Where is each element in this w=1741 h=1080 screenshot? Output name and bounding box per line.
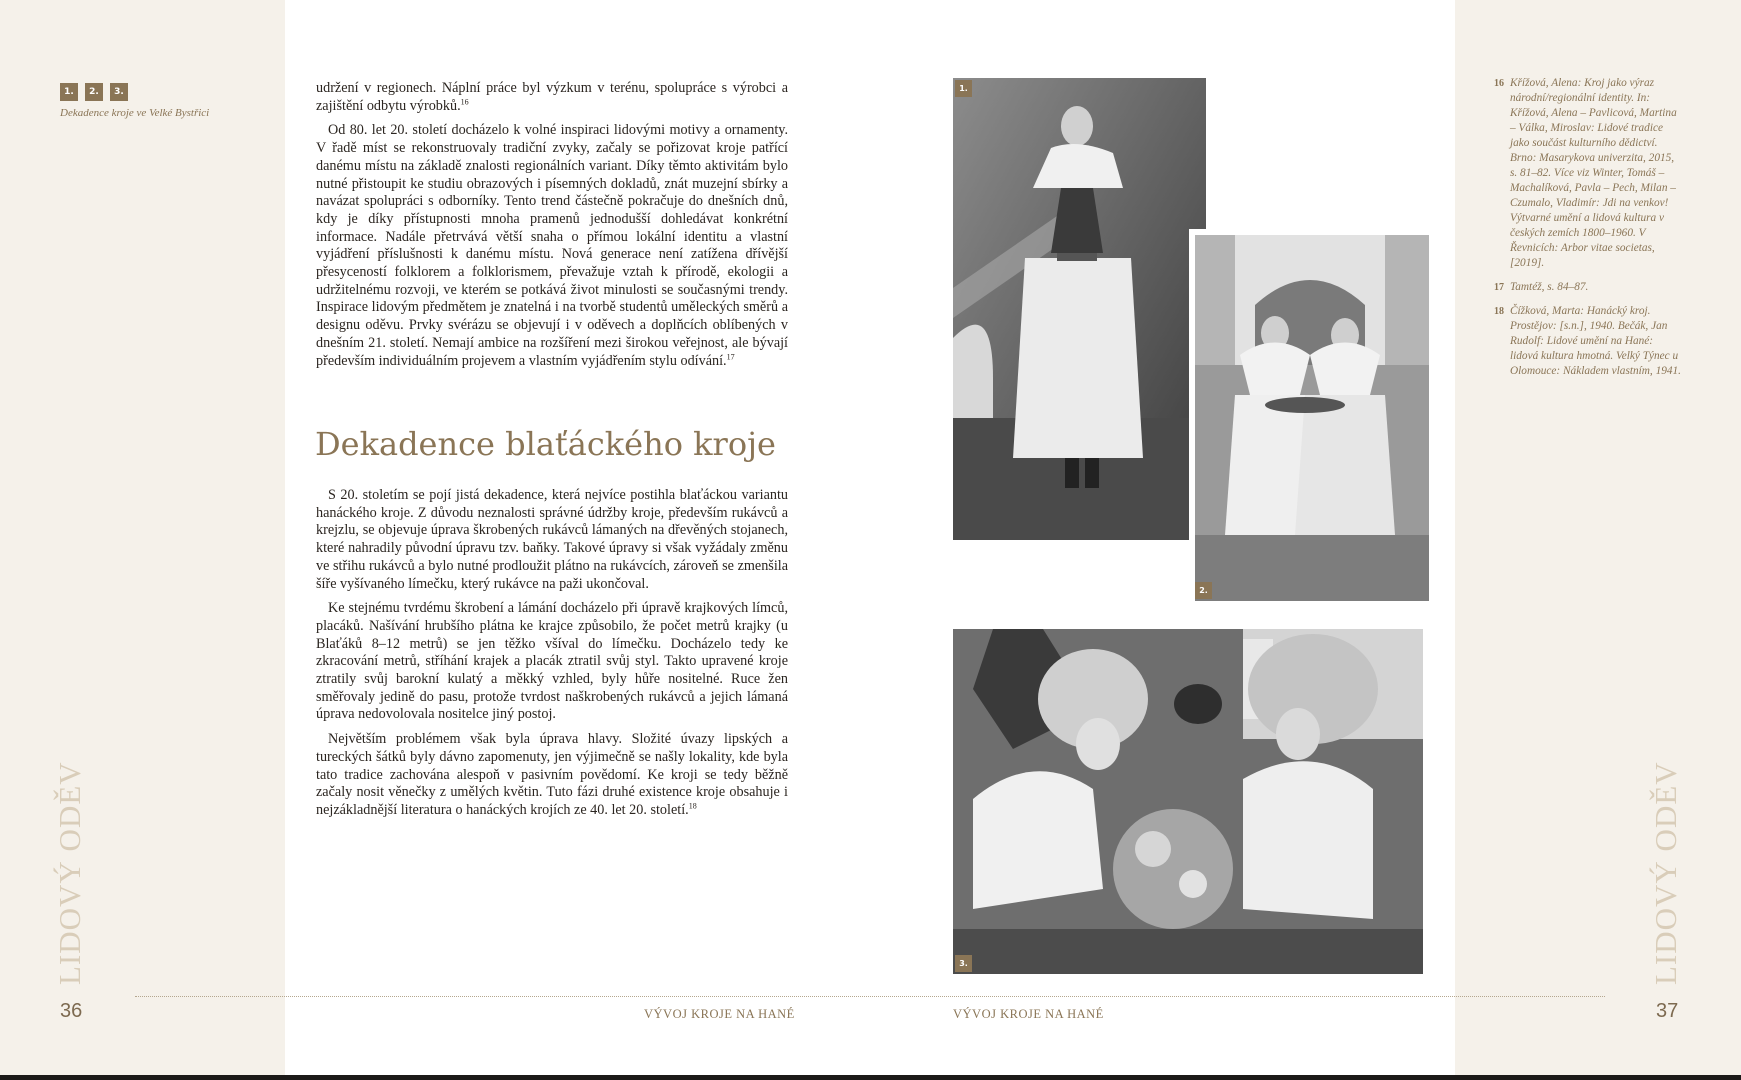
chapter-marker-2[interactable]: 2. (85, 83, 103, 101)
photo-two-women-at-church[interactable] (1189, 229, 1429, 601)
section-heading: Dekadence blaťáckého kroje (315, 425, 776, 463)
chapter-marker-1[interactable]: 1. (60, 83, 78, 101)
footer-label-right: VÝVOJ KROJE NA HANÉ (953, 1007, 1104, 1021)
footer-dotted-rule (135, 996, 1605, 997)
footnote-ref[interactable]: 18 (688, 801, 697, 811)
photo-3-image (953, 629, 1423, 974)
paragraph: Největším problémem však byla úprava hlavy. Složité úvazy lipských a tureckých šátků byly dávno zapomenuty, jen výjimečně se našly lokality, kde byla tato tradice zachována alespoň v pasivním povědomí. Ke kroji se tedy běžně začaly nosit věnečky z umělých květin. Tuto fázi druhé existence kroje obsahuje i nejzákladnější literatura o hanáckých krojích ze 40. let 20. století.$^{18}$ (316, 731, 788, 818)
footnote-number: 17 (1494, 282, 1504, 293)
footnote-text: Křížová, Alena: Kroj jako výraz národní/regionální identity. In: Křížová, Alena – Pavlicová, Martina – Válka, Miroslav: Lidové tradice jako součást kulturního dědictví. Brno: Masarykova univerzita, 2015, s. 81–82. Více viz Winter, Tomáš – Machalíková, Pavla – Pech, Milan – Czumalo, Vladimír: Jdi na venkov! Výtvarné umění a lidová kultura v českých zemích 1800–1960. V Řevnicích: Arbor vitae societas, [2019]. (1510, 77, 1677, 269)
vertical-running-title-right: LIDOVÝ ODĚV (1648, 761, 1683, 985)
photo-women-with-flower-headdresses[interactable] (953, 629, 1423, 974)
left-margin-column (0, 0, 285, 1075)
vertical-running-title-left: LIDOVÝ ODĚV (52, 761, 87, 985)
photo-2-image (1195, 235, 1429, 601)
footnote-number: 16 (1494, 78, 1504, 89)
photo-1-image (953, 78, 1206, 540)
photo-label-1: 1. (955, 80, 972, 97)
footnote (1493, 76, 1683, 271)
paragraph: udržení v regionech. Náplní práce byl výzkum v terénu, spolupráce s výrobci a zajištění odbytu výrobků.$^{16}$ (316, 80, 788, 114)
page-number-right: 37 (1656, 1000, 1679, 1022)
photo-label-3: 3. (955, 955, 972, 972)
photo-label-2: 2. (1195, 582, 1212, 599)
margin-caption: Dekadence kroje ve Velké Bystřici (60, 107, 210, 119)
footnotes (1493, 76, 1683, 388)
footer-label-left: VÝVOJ KROJE NA HANÉ (644, 1007, 795, 1021)
chapter-marker-3[interactable]: 3. (110, 83, 128, 101)
paragraph: Ke stejnému tvrdému škrobení a lámání docházelo při úpravě krajkových límců, placáků. Našívání hrubšího plátna ke krajce způsobilo, že počet metrů krajky (u Blaťáků 8–12 metrů) se jen těžko všíval do límečku. Docházelo tedy ke zkracování metrů, stříhání krajek a placák ztratil svůj styl. Takto upravené kroje ztratily svůj barokní kulatý a měkký vzhled, byly hůře nositelné. Ruce žen směřovaly jedině do pasu, protože tvrdost naškrobených rukávců a jejich lámaná úprava nedovolovala nositelce jiný postoj. (316, 600, 788, 723)
footnote-text: Tamtéž, s. 84–87. (1510, 281, 1589, 293)
photo-woman-in-folk-costume[interactable] (953, 78, 1206, 540)
footnote-ref[interactable]: 16 (460, 96, 469, 106)
paragraph: S 20. stoletím se pojí jistá dekadence, která nejvíce postihla blaťáckou variantu hanáckého kroje. Z důvodu neznalosti správné údržby kroje, především rukávců a krejzlu, se objevuje úprava škrobených rukávců lámaných na dřevěných stojanech, které nahradily původní úpravu tzv. baňky. Takové úpravy si však vyžádaly změnu ve střihu rukávců a bylo nutné prodloužit plátno na rukávcích, zároveň se zmenšila šíře vyšívaného límečku, který rukávce na paži ukončoval. (316, 487, 788, 592)
footnote (1493, 280, 1683, 295)
page-number-left: 36 (60, 1000, 83, 1022)
footnote (1493, 304, 1683, 379)
footnote-text: Čížková, Marta: Hanácký kroj. Prostějov: [s.n.], 1940. Bečák, Jan Rudolf: Lidové umění na Hané: lidová kultura hmotná. Velký Týnec u Olomouce: Nákladem vlastním, 1941. (1510, 305, 1681, 377)
body-text-top (316, 80, 788, 377)
body-text-bottom (316, 487, 788, 827)
paragraph: Od 80. let 20. století docházelo k volné inspiraci lidovými motivy a ornamenty. V řadě míst se rekonstruovaly tradiční zvyky, začaly se pořizovat kroje patřící danému místu na základě znalosti regionálních variant. Díky těmto aktivitám bylo nutné přistoupit ke studiu obrazových i písemných dokladů, znát muzejní sbírky a navázat spolupráci s odborníky. Tento trend částečně pokračuje do dnešních dnů, kdy je díky přístupnosti mnoha pramenů jednodušší dohledávat konkrétní informace. Nadále přetrvává větší snaha o přímou lokální identitu a vlastní vyjádření příslušnosti k danému místu. Nová generace není zatížena dřívější přesyceností folklorem a folklorismem, převažuje vztah k přírodě, ekologii a udržitelnému rozvoji, ve kterém se potkává život minulosti se současnými trendy. Inspirace lidovým předmětem je znatelná i na tvorbě studentů uměleckých směrů a designu oděvu. Prvky svérázu se objevují i v oděvech a doplňcích oblíbených v dnešním 21. století. Nemají ambice na rozšíření mezi širokou veřejnost, ale bývají především individuálním projevem a vlastním vyjádřením stylu odívání.$^{17}$ (316, 122, 788, 369)
chapter-markers (60, 83, 128, 101)
footnote-ref[interactable]: 17 (726, 351, 735, 361)
footnote-number: 18 (1494, 306, 1504, 317)
bottom-edge-bar (0, 1075, 1741, 1080)
